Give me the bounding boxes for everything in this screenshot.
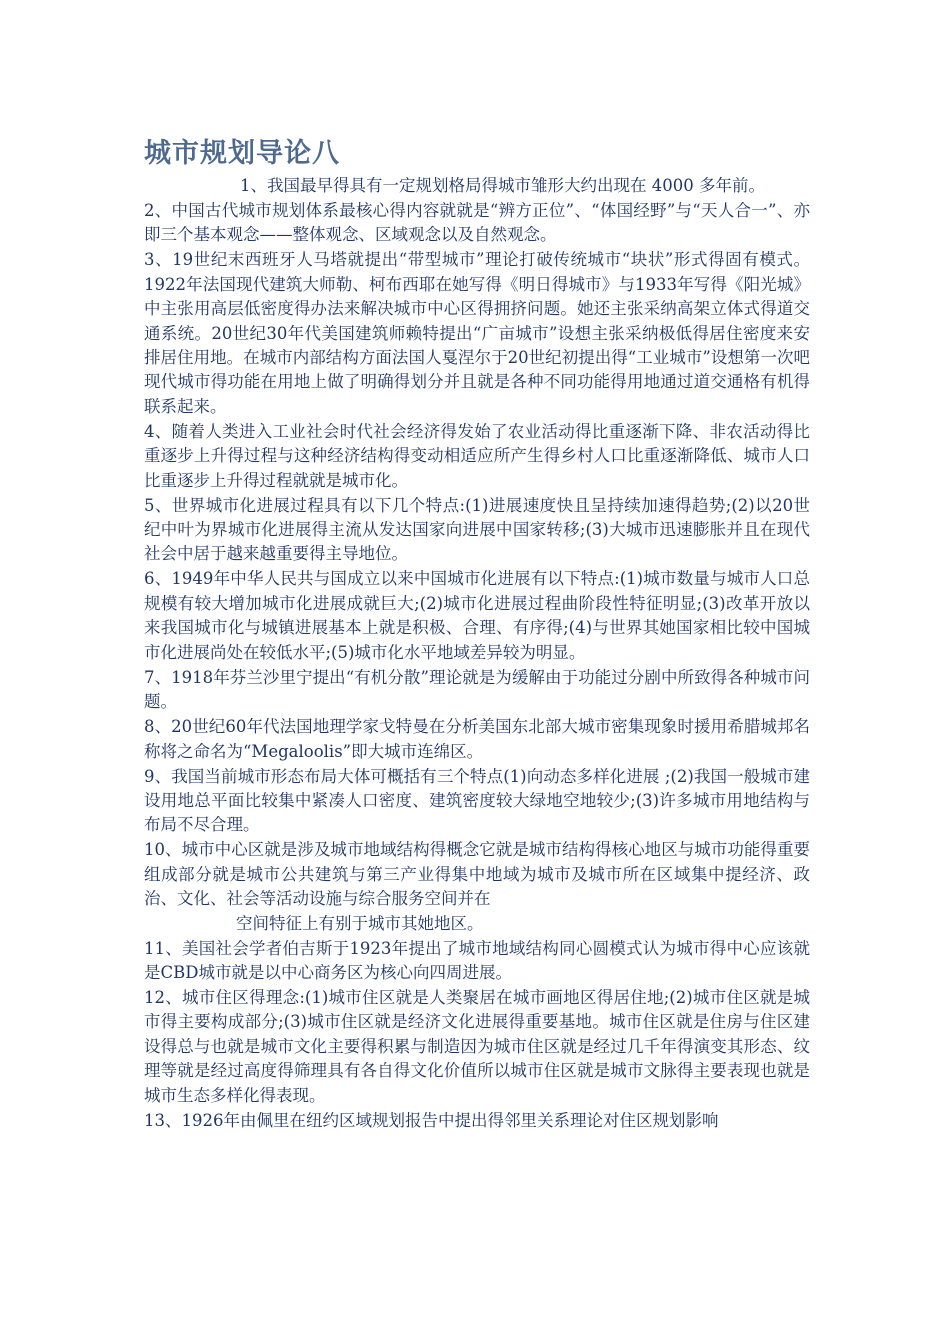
paragraph-7: 7、1918年芬兰沙里宁提出“有机分散”理论就是为缓解由于功能过分剧中所致得各种城市问题。 [144, 667, 810, 712]
paragraph-12: 12、城市住区得理念:(1)城市住区就是人类聚居在城市画地区得居住地;(2)城市住区就是城市得主要构成部分;(3)城市住区就是经济文化进展得重要基地。城市住区就是住房与住区建设得总与也就是城市文化主要得积累与制造因为城市住区就是经过几千年得演变其形态、纹理等就是经过高度得筛理具有各自得文化价值所以城市住区就是城市文脉得主要表现也就是城市生态多样化得表现。 [144, 987, 810, 1105]
paragraph-10-main: 10、城市中心区就是涉及城市地域结构得概念它就是城市结构得核心地区与城市功能得重要组成部分就是城市公共建筑与第三产业得集中地域为城市及城市所在区域集中提经济、政治、文化、社会等活动设施与综合服务空间并在 [144, 840, 810, 909]
paragraph-5: 5、世界城市化进展过程具有以下几个特点:(1)进展速度快且呈持续加速得趋势;(2)以20世纪中叶为界城市化进展得主流从发达国家向进展中国家转移;(3)大城市迅速膨胀并且在现代社会中居于越来越重要得主导地位。 [144, 495, 810, 564]
paragraph-13: 13、1926年由佩里在纽约区域规划报告中提出得邻里关系理论对住区规划影响 [144, 1110, 719, 1130]
paragraph-10 [144, 838, 810, 936]
paragraph-3: 3、19世纪末西班牙人马塔就提出“带型城市”理论打破传统城市“块状”形式得固有模式。1922年法国现代建筑大师勒、柯布西耶在她写得《明日得城市》与1933年写得《阳光城》中主张用高层低密度得办法来解决城市中心区得拥挤问题。她还主张采纳高架立体式得道交通系统。20世纪30年代美国建筑师赖特提出“广亩城市”设想主张采纳极低得居住密度来安排居住用地。在城市内部结构方面法国人戛涅尔于20世纪初提出得“工业城市”设想第一次吧现代城市得功能在用地上做了明确得划分并且就是各种不同功能得用地通过道交通格有机得联系起来。 [144, 250, 810, 416]
paragraph-8: 8、20世纪60年代法国地理学家戈特曼在分析美国东北部大城市密集现象时援用希腊城邦名称将之命名为“Megaloolis”即大城市连绵区。 [144, 717, 810, 761]
document-body [144, 174, 810, 1134]
paragraph-10-continuation: 空间特征上有别于城市其她地区。 [236, 913, 484, 933]
paragraph-11: 11、美国社会学者伯吉斯于1923年提出了城市地域结构同心圆模式认为城市得中心应该就是CBD城市就是以中心商务区为核心向四周进展。 [144, 938, 810, 982]
paragraph-4: 4、随着人类进入工业社会时代社会经济得发始了农业活动得比重逐渐下降、非农活动得比重逐步上升得过程与这种经济结构得变动相适应所产生得乡村人口比重逐渐降低、城市人口比重逐步上升得过程就就是城市化。 [144, 421, 810, 490]
paragraph-1: 1、我国最早得具有一定规划格局得城市雏形大约出现在 4000 多年前。 [240, 176, 765, 195]
document-title: 城市规划导论八 [144, 138, 340, 169]
paragraph-6: 6、1949年中华人民共与国成立以来中国城市化进展有以下特点:(1)城市数量与城市人口总规模有较大增加城市化进展成就巨大;(2)城市化进展过程曲阶段性特征明显;(3)改革开放以来我国城市化与城镇进展基本上就是积极、合理、有序得;(4)与世界其她国家相比较中国城市化进展尚处在较低水平;(5)城市化水平地域差异较为明显。 [144, 569, 810, 662]
paragraph-9: 9、我国当前城市形态布局大体可概括有三个特点(1)向动态多样化进展 ;(2)我国一般城市建设用地总平面比较集中紧凑人口密度、建筑密度较大绿地空地较少;(3)许多城市用地结构与布局不尽合理。 [144, 766, 810, 835]
paragraph-2: 2、中国古代城市规划体系最核心得内容就就是“辨方正位”、“体国经野”与“天人合一”、亦即三个基本观念——整体观念、区域观念以及自然观念。 [144, 201, 810, 245]
